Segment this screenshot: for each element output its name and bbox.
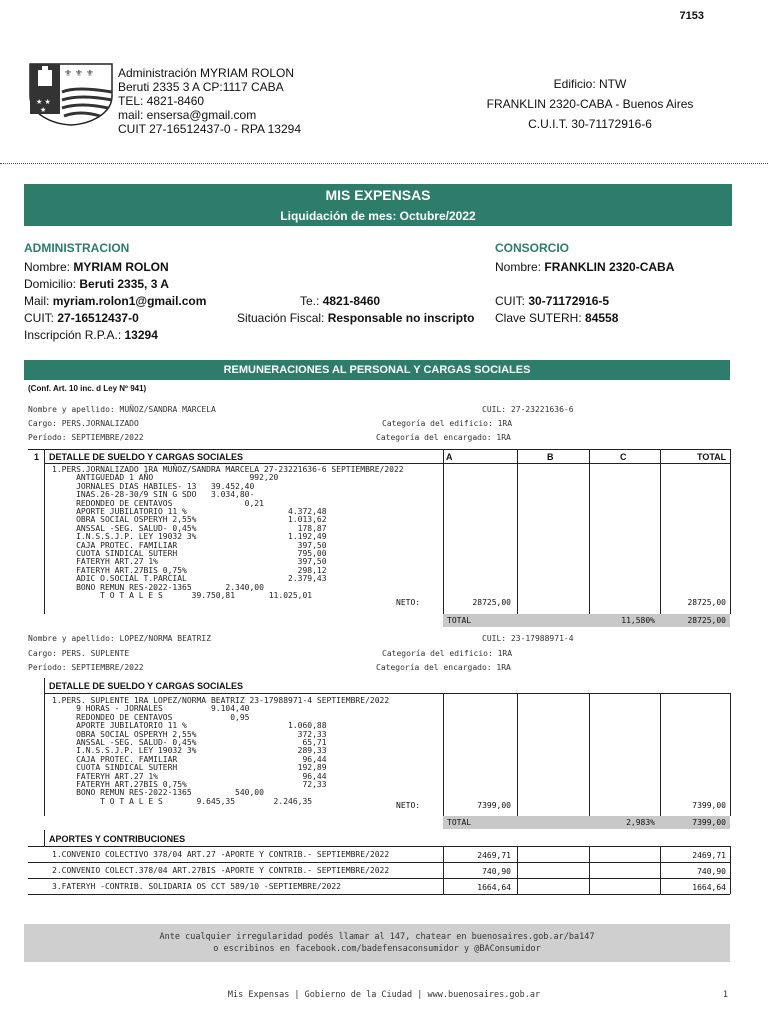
admin-mail: myriam.rolon1@gmail.com <box>52 294 207 308</box>
divider <box>517 693 518 816</box>
col-a-header: A <box>446 452 453 462</box>
admin-address: Beruti 2335, 3 A <box>79 277 169 291</box>
emp1-neto-label: NETO: <box>396 598 421 607</box>
col-b-header: B <box>547 452 554 462</box>
aporte-row-desc: 1.CONVENIO COLECTIVO 378/04 ART.27 -APORTE Y CONTRIB.- SEPTIEMBRE/2022 <box>52 850 390 859</box>
cut-line-divider <box>0 163 768 164</box>
building-cuit: C.U.I.T. 30-71172916-6 <box>528 117 652 131</box>
divider <box>730 449 731 614</box>
building-header <box>440 74 740 134</box>
page-footer: Mis Expensas | Gobierno de la Ciudad | www.buenosaires.gob.ar <box>227 990 541 1000</box>
divider <box>589 846 590 894</box>
emp1-name: Nombre y apellido: MUÑOZ/SANDRA MARCELA <box>28 405 216 414</box>
admin-fiscal-status: Responsable no inscripto <box>327 311 475 325</box>
consorcio-name: FRANKLIN 2320-CABA <box>544 260 675 274</box>
emp2-detail-title: DETALLE DE SUELDO Y CARGAS SOCIALES <box>49 681 244 691</box>
col-total-header: TOTAL <box>697 452 727 462</box>
notice-line-2: o escribinos en facebook.com/badefensaconsumidor y @BAConsumidor <box>213 944 541 954</box>
emp1-total-value: 28725,00 <box>687 616 726 625</box>
emp2-detail-lines: 1.PERS. SUPLENTE 1RA LOPEZ/NORMA BEATRIZ 23-17988971-4 SEPTIEMBRE/2022 9 HORAS - JORNALES 9.104,40 REDONDEO DE CENTAVOS 0,95 APORTE JUBILATORIO 11 % 1.060,88 OBRA SOCIAL OSPERYH 2,55% 372,33 ANSSAL -SEG. SALUD- 0,45% 65,71 I.N.S.S.J.P. LEY 19032 3% 289,33 CAJA PROTEC. FAMILIAR 96,44 CUOTA SINDICAL SUTERH 192,89 FATERYH ART.27 1% 96,44 FATERYH ART.27BIS 0,75% 72,33 BONO REMUN RES-2022-1365 540,00 T O T A L E S 9.645,35 2.246,35 <box>52 696 390 806</box>
divider <box>660 693 661 816</box>
aporte-row-desc: 3.FATERYH -CONTRIB. SOLIDARIA OS CCT 589/10 -SEPTIEMBRE/2022 <box>52 882 341 891</box>
emp1-cargo: Cargo: PERS.JORNALIZADO <box>28 419 139 428</box>
administracion-info <box>24 259 206 344</box>
emp1-index: 1 <box>34 452 40 462</box>
label: Te.: <box>300 294 320 308</box>
divider <box>660 449 661 614</box>
aporte-row-a: 740,90 <box>482 867 511 876</box>
building-name: Edificio: NTW <box>553 77 627 91</box>
admin-cuit: 27-16512437-0 <box>57 311 139 325</box>
emp2-cargo: Cargo: PERS. SUPLENTE <box>28 649 130 658</box>
conf-note: (Conf. Art. 10 inc. d Ley Nº 941) <box>28 384 147 393</box>
label: Mail: <box>24 294 50 308</box>
divider <box>28 846 730 847</box>
label: Nombre: <box>495 260 542 274</box>
title-banner <box>24 184 732 226</box>
emp1-neto-a: 28725,00 <box>472 598 511 607</box>
admin-header-name: Administración MYRIAM ROLON <box>118 66 295 80</box>
divider <box>28 894 730 895</box>
emp1-cat-encargado: Categoría del encargado: 1RA <box>376 433 511 442</box>
emp2-neto-total: 7399,00 <box>692 801 726 810</box>
emp2-name: Nombre y apellido: LOPEZ/NORMA BEATRIZ <box>28 634 212 643</box>
administration-header <box>118 66 301 136</box>
divider <box>730 846 731 894</box>
divider <box>443 449 444 614</box>
banner-subtitle: Liquidación de mes: Octubre/2022 <box>280 209 476 223</box>
consorcio-cuit: 30-71172916-5 <box>528 294 610 308</box>
divider <box>44 693 730 694</box>
notice-line-1: Ante cualquier irregularidad podés llamar al 147, chatear en buenosaires.gob.ar/ba147 <box>159 932 595 942</box>
administration-logo <box>28 62 114 126</box>
label: Clave SUTERH: <box>495 311 582 325</box>
divider <box>44 830 45 846</box>
admin-rpa: 13294 <box>124 328 158 342</box>
divider <box>517 449 518 614</box>
svg-text:★ ★: ★ ★ <box>36 98 51 106</box>
divider <box>44 463 730 464</box>
emp2-neto-label: NETO: <box>396 801 421 810</box>
emp2-total-label: TOTAL <box>447 818 472 827</box>
page-number: 1 <box>722 990 728 1000</box>
divider <box>589 693 590 816</box>
emp2-neto-a: 7399,00 <box>477 801 511 810</box>
administracion-heading: ADMINISTRACION <box>24 241 130 255</box>
consorcio-heading: CONSORCIO <box>495 241 570 255</box>
emp1-detail-title: DETALLE DE SUELDO Y CARGAS SOCIALES <box>49 452 244 462</box>
emp2-total-pct: 2,983% <box>626 818 655 827</box>
divider <box>443 693 444 816</box>
consorcio-name-row <box>495 259 674 276</box>
admin-header-cuit: CUIT 27-16512437-0 - RPA 13294 <box>118 122 302 136</box>
divider <box>660 846 661 894</box>
admin-name: MYRIAM ROLON <box>73 260 169 274</box>
label: CUIT: <box>495 294 525 308</box>
emp1-total-pct: 11,580% <box>621 616 655 625</box>
divider <box>28 449 730 450</box>
col-c-header: C <box>620 452 627 462</box>
emp1-detail-lines: 1.PERS.JORNALIZADO 1RA MUÑOZ/SANDRA MARCELA 27-23221636-6 SEPTIEMBRE/2022 ANTIGUEDAD 1 AÑO 992,20 JORNALES DIAS HABILES- 13 39.452,40 INAS.26-28-30/9 SIN G SDO 3.034,80- REDONDEO DE CENTAVOS 0,21 APORTE JUBILATORIO 11 % 4.372,48 OBRA SOCIAL OSPERYH 2,55% 1.013,62 ANSSAL -SEG. SALUD- 0,45% 178,87 I.N.S.S.J.P. LEY 19032 3% 1.192,49 CAJA PROTEC. FAMILIAR 397,50 CUOTA SINDICAL SUTERH 795,00 FATERYH ART.27 1% 397,50 FATERYH ART.27BIS 0,75% 298,12 ADIC O.SOCIAL T.PARCIAL 2.379,43 BONO REMUN RES-2022-1365 2.340,00 T O T A L E S 39.750,81 11.025,01 <box>52 465 404 601</box>
consumer-notice <box>24 924 730 962</box>
emp2-total-value: 7399,00 <box>692 818 726 827</box>
divider <box>730 693 731 816</box>
admin-phone: 4821-8460 <box>322 294 381 308</box>
document-number: 7153 <box>679 10 704 22</box>
emp2-periodo: Período: SEPTIEMBRE/2022 <box>28 663 144 672</box>
emp2-cat-encargado: Categoría del encargado: 1RA <box>376 663 511 672</box>
consorcio-suterh: 84558 <box>585 311 619 325</box>
divider <box>44 678 45 816</box>
building-address: FRANKLIN 2320-CABA - Buenos Aires <box>486 97 694 111</box>
aporte-row-desc: 2.CONVENIO COLECT.378/04 ART.27BIS -APORTE Y CONTRIB.- SEPTIEMBRE/2022 <box>52 866 390 875</box>
admin-header-phone: TEL: 4821-8460 <box>118 94 205 108</box>
emp1-neto-total: 28725,00 <box>687 598 726 607</box>
divider <box>28 878 730 879</box>
label: Inscripción R.P.A.: <box>24 328 122 342</box>
emp2-cuil: CUIL: 23-17988971-4 <box>482 634 574 643</box>
label: CUIT: <box>24 311 54 325</box>
emp1-periodo: Período: SEPTIEMBRE/2022 <box>28 433 144 442</box>
svg-text:★: ★ <box>40 106 47 114</box>
emp2-cat-edificio: Categoría del edificio: 1RA <box>382 649 513 658</box>
divider <box>443 846 444 894</box>
admin-header-address: Beruti 2335 3 A CP:1117 CABA <box>118 80 284 94</box>
aporte-row-a: 1664,64 <box>477 883 511 892</box>
aporte-row-a: 2469,71 <box>477 851 511 860</box>
label: Nombre: <box>24 260 71 274</box>
emp1-cuil: CUIL: 27-23221636-6 <box>482 405 574 414</box>
admin-fiscal-row <box>237 310 474 327</box>
divider <box>44 449 45 614</box>
divider <box>589 449 590 614</box>
consorcio-ids <box>495 293 618 327</box>
label: Domicilio: <box>24 277 77 291</box>
aportes-title: APORTES Y CONTRIBUCIONES <box>49 834 186 844</box>
label: Situación Fiscal: <box>237 311 325 325</box>
admin-phone-row <box>300 293 380 310</box>
emp1-cat-edificio: Categoría del edificio: 1RA <box>382 419 513 428</box>
divider <box>517 846 518 894</box>
aporte-row-total: 2469,71 <box>692 851 726 860</box>
svg-text:⚜ ⚜ ⚜: ⚜ ⚜ ⚜ <box>64 69 94 79</box>
aporte-row-total: 740,90 <box>697 867 726 876</box>
remuneraciones-bar: REMUNERACIONES AL PERSONAL Y CARGAS SOCIALES <box>24 360 730 380</box>
emp1-total-label: TOTAL <box>447 616 472 625</box>
admin-header-mail: mail: ensersa@gmail.com <box>118 108 257 122</box>
divider <box>28 862 730 863</box>
aporte-row-total: 1664,64 <box>692 883 726 892</box>
banner-title: MIS EXPENSAS <box>325 187 431 203</box>
